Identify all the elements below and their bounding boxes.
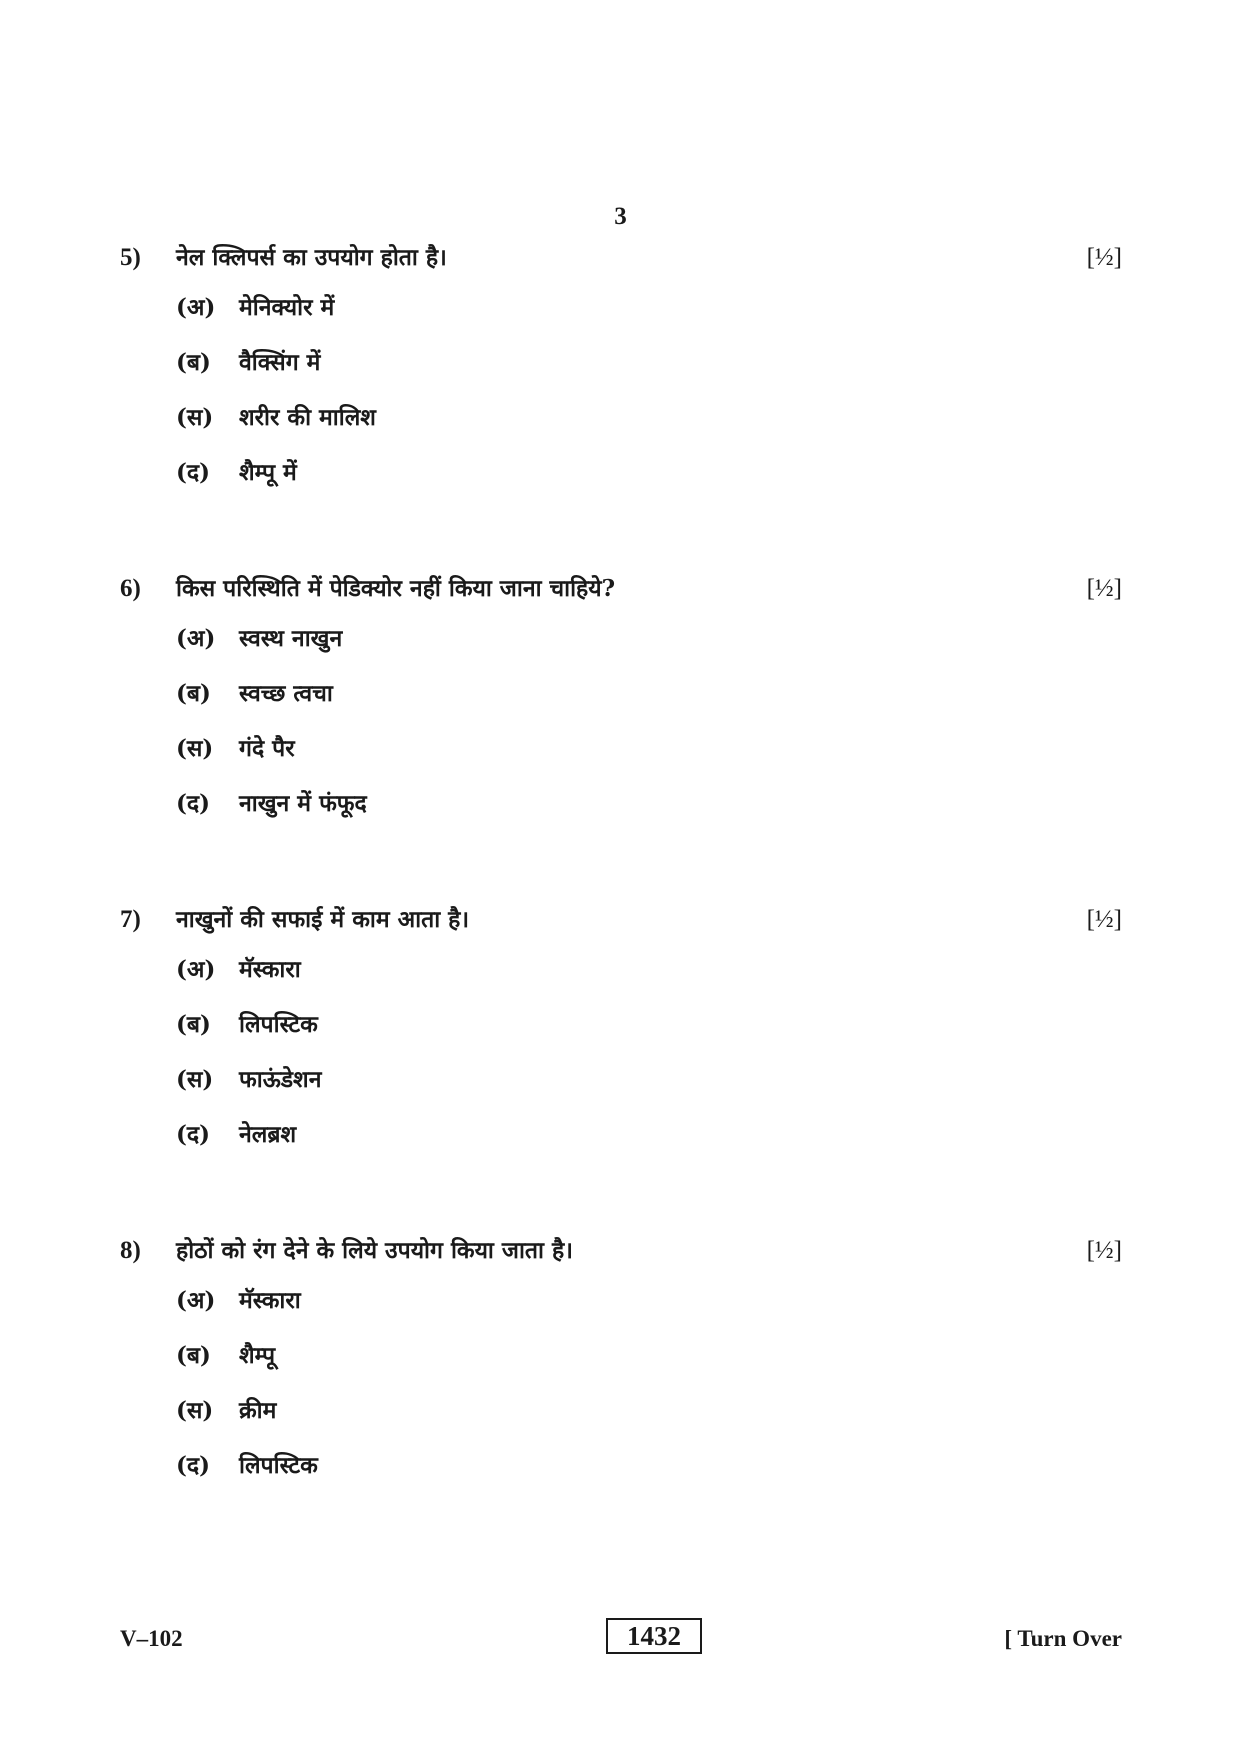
- option-list: [176, 952, 1122, 1172]
- option-label: (ब): [176, 1342, 211, 1369]
- question-marks: [½]: [1086, 244, 1122, 271]
- option-b: [176, 345, 1122, 400]
- option-label: (ब): [176, 1011, 211, 1038]
- option-label: (द): [176, 459, 210, 486]
- question-number: 7): [120, 906, 141, 933]
- option-text: क्रीम: [239, 1397, 277, 1424]
- option-list: [176, 1283, 1122, 1503]
- option-a: [176, 952, 1122, 1007]
- option-label: (ब): [176, 349, 211, 376]
- option-text: नाखुन में फंफूद: [239, 790, 367, 817]
- question-number: 5): [120, 244, 141, 271]
- option-a: [176, 290, 1122, 345]
- option-d: [176, 786, 1122, 841]
- option-label: (स): [176, 735, 214, 762]
- option-c: [176, 1062, 1122, 1117]
- option-text: शैम्पू: [239, 1342, 276, 1369]
- question-6: [120, 571, 1122, 841]
- option-text: स्वच्छ त्वचा: [239, 680, 333, 707]
- question-text: नेल क्लिपर्स का उपयोग होता है।: [176, 244, 447, 271]
- question-marks: [½]: [1086, 906, 1122, 933]
- option-text: शरीर की मालिश: [239, 404, 376, 431]
- option-c: [176, 731, 1122, 786]
- question-marks: [½]: [1086, 575, 1122, 602]
- option-text: गंदे पैर: [239, 735, 295, 762]
- option-list: [176, 621, 1122, 841]
- question-7: [120, 902, 1122, 1172]
- option-label: (स): [176, 404, 214, 431]
- page-footer: [120, 1618, 1122, 1658]
- option-list: [176, 290, 1122, 510]
- option-text: लिपस्टिक: [239, 1011, 318, 1038]
- option-label: (द): [176, 1452, 210, 1479]
- option-text: मेनिक्योर में: [239, 294, 335, 321]
- option-label: (द): [176, 1121, 210, 1148]
- question-marks: [½]: [1086, 1237, 1122, 1264]
- option-label: (ब): [176, 680, 211, 707]
- question-number: 6): [120, 575, 141, 602]
- question-text: होठों को रंग देने के लिये उपयोग किया जाता है।: [176, 1237, 573, 1264]
- question-text: किस परिस्थिति में पेडिक्योर नहीं किया जाना चाहिये?: [176, 575, 616, 602]
- option-d: [176, 1448, 1122, 1503]
- option-text: मॅस्कारा: [239, 1287, 301, 1314]
- option-label: (अ): [176, 1287, 216, 1314]
- question-5: [120, 240, 1122, 510]
- option-b: [176, 1338, 1122, 1393]
- option-text: स्वस्थ नाखुन: [239, 625, 343, 652]
- paper-code: V–102: [120, 1626, 183, 1651]
- turn-over-label: [ Turn Over: [1004, 1626, 1122, 1651]
- option-b: [176, 1007, 1122, 1062]
- option-label: (द): [176, 790, 210, 817]
- question-text: नाखुनों की सफाई में काम आता है।: [176, 906, 470, 933]
- question-number: 8): [120, 1237, 141, 1264]
- option-text: शैम्पू में: [239, 459, 297, 486]
- option-d: [176, 455, 1122, 510]
- option-label: (स): [176, 1397, 214, 1424]
- question-8: [120, 1233, 1122, 1503]
- option-d: [176, 1117, 1122, 1172]
- option-label: (अ): [176, 956, 216, 983]
- option-label: (स): [176, 1066, 214, 1093]
- option-a: [176, 1283, 1122, 1338]
- option-text: फाऊंडेशन: [239, 1066, 322, 1093]
- option-c: [176, 1393, 1122, 1448]
- boxed-page-code: 1432: [606, 1618, 702, 1654]
- option-text: वैक्सिंग में: [239, 349, 321, 376]
- option-text: मॅस्कारा: [239, 956, 301, 983]
- option-text: लिपस्टिक: [239, 1452, 318, 1479]
- option-label: (अ): [176, 625, 216, 652]
- option-label: (अ): [176, 294, 216, 321]
- option-c: [176, 400, 1122, 455]
- option-text: नेलब्रश: [239, 1121, 297, 1148]
- option-a: [176, 621, 1122, 676]
- option-b: [176, 676, 1122, 731]
- page-number: 3: [614, 203, 627, 230]
